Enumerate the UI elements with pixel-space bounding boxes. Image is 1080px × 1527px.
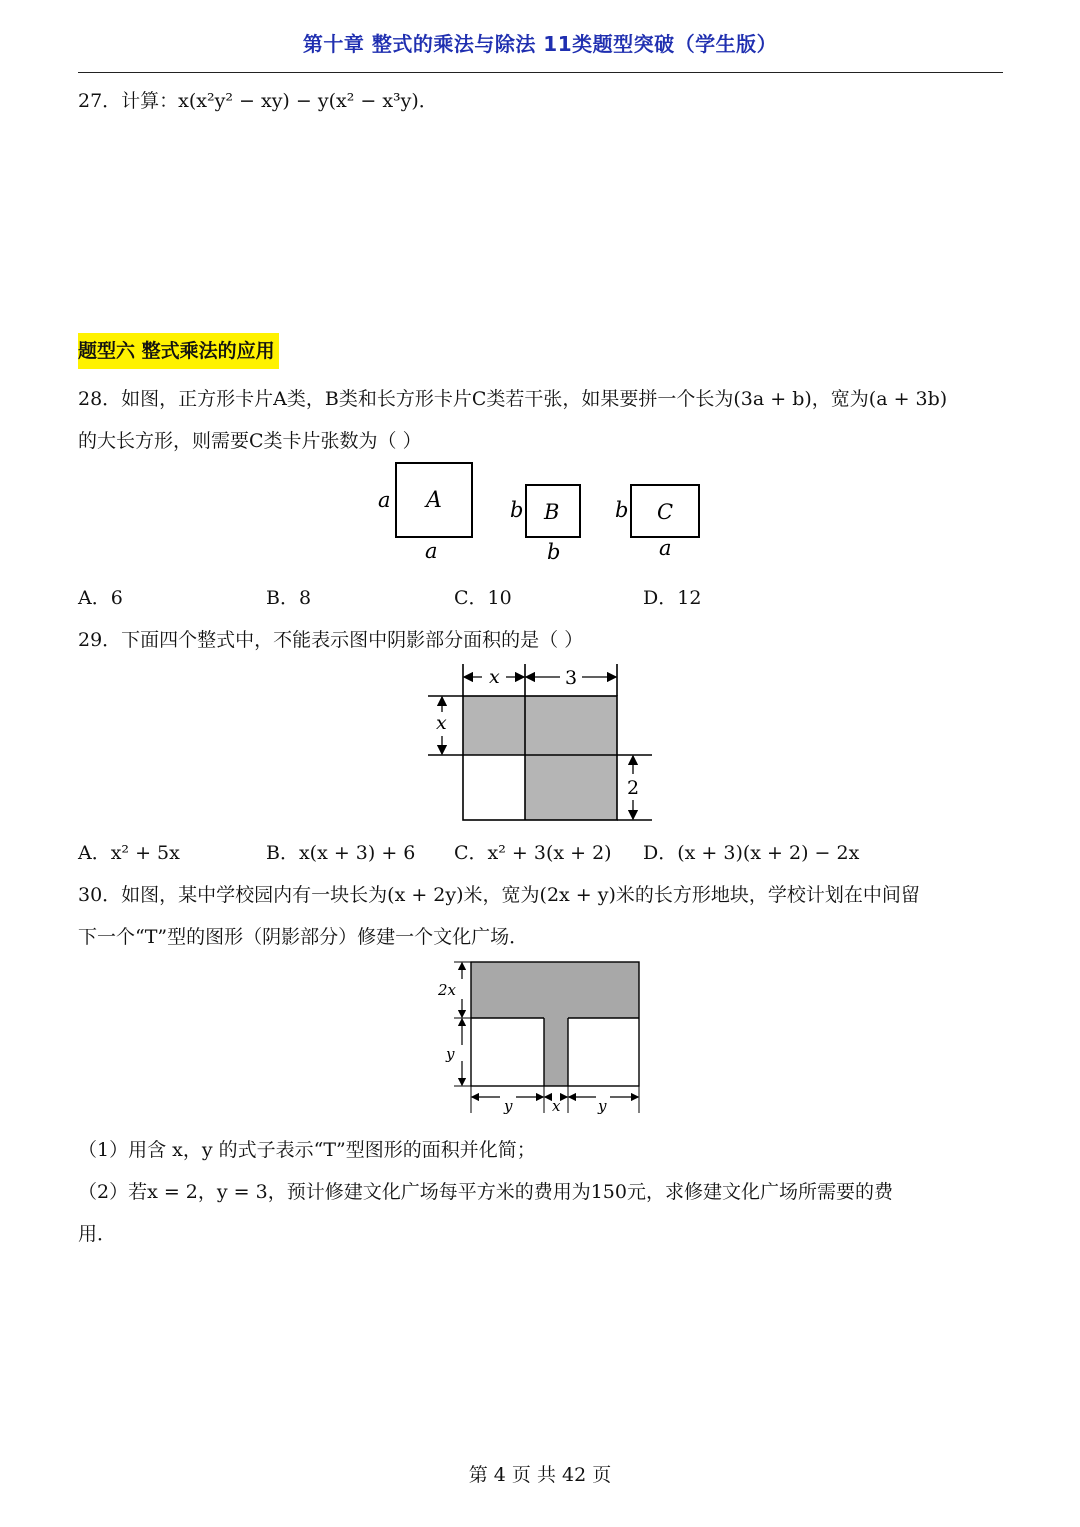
dim-top-3: 3 — [565, 667, 578, 689]
q28-option-c: C．10 — [454, 587, 512, 609]
t-shape-top — [471, 962, 639, 1018]
q28-option-a: A．6 — [78, 587, 123, 609]
dim-bottom-y1: y — [504, 1097, 513, 1115]
card-b-name: B — [544, 500, 560, 524]
card-c-side-label: b — [615, 498, 629, 522]
shaded-bottom-right — [525, 755, 617, 820]
question-28-figure — [370, 455, 715, 570]
question-30-part2-line2: 用． — [78, 1223, 117, 1245]
card-b-side-label: b — [510, 498, 524, 522]
q29-option-c: C．x² + 3(x + 2) — [454, 842, 612, 864]
card-b-bottom-label: b — [547, 540, 561, 564]
q29-option-d: D．(x + 3)(x + 2) − 2x — [643, 842, 860, 864]
question-30-part1: （1）用含 x，y 的式子表示“T”型图形的面积并化简； — [78, 1139, 536, 1161]
question-30-figure — [430, 955, 645, 1120]
dim-bottom-x: x — [552, 1097, 561, 1115]
dim-top-x: x — [489, 666, 500, 688]
question-30-part2-line1: （2）若x = 2，y = 3，预计修建文化广场每平方米的费用为150元，求修建文化广场所需要的费 — [78, 1181, 893, 1203]
dim-left-2x: 2x — [438, 981, 457, 999]
dim-left-x: x — [436, 712, 447, 734]
card-c-name: C — [657, 500, 674, 524]
card-a-bottom-label: a — [425, 539, 438, 563]
question-28-line1: 28．如图，正方形卡片A类，B类和长方形卡片C类若干张，如果要拼一个长为(3a + b)，宽为(a + 3b) — [78, 388, 948, 410]
header-divider — [78, 72, 1003, 73]
question-28-line2: 的大长方形，则需要C类卡片张数为（ ） — [78, 430, 422, 452]
question-27: 27．计算：x(x²y² − xy) − y(x² − x³y)． — [78, 90, 438, 112]
q28-option-b: B．8 — [266, 587, 312, 609]
shaded-top-right — [525, 696, 617, 755]
card-c-bottom-label: a — [659, 536, 672, 560]
question-30-line2: 下一个“T”型的图形（阴影部分）修建一个文化广场． — [78, 926, 529, 948]
t-shape-stem — [544, 1018, 568, 1086]
dim-left-y: y — [446, 1045, 455, 1063]
question-29-figure — [420, 660, 660, 828]
question-29-line1: 29．下面四个整式中，不能表示图中阴影部分面积的是（ ） — [78, 629, 584, 651]
card-a-name: A — [426, 488, 442, 513]
question-30-line1: 30．如图，某中学校园内有一块长为(x + 2y)米，宽为(2x + y)米的长方形地块，学校计划在中间留 — [78, 884, 920, 906]
page-header-title: 第十章 整式的乘法与除法 11类题型突破（学生版） — [302, 32, 778, 56]
q29-option-a: A．x² + 5x — [78, 842, 180, 864]
section-heading: 题型六 整式乘法的应用 — [78, 333, 279, 369]
dim-bottom-y2: y — [598, 1097, 607, 1115]
shaded-top-left — [463, 696, 525, 755]
dim-right-2: 2 — [627, 777, 640, 799]
card-a-side-label: a — [378, 488, 391, 512]
q28-option-d: D．12 — [643, 587, 702, 609]
q29-option-b: B．x(x + 3) + 6 — [266, 842, 416, 864]
page-footer: 第 4 页 共 42 页 — [468, 1464, 612, 1486]
